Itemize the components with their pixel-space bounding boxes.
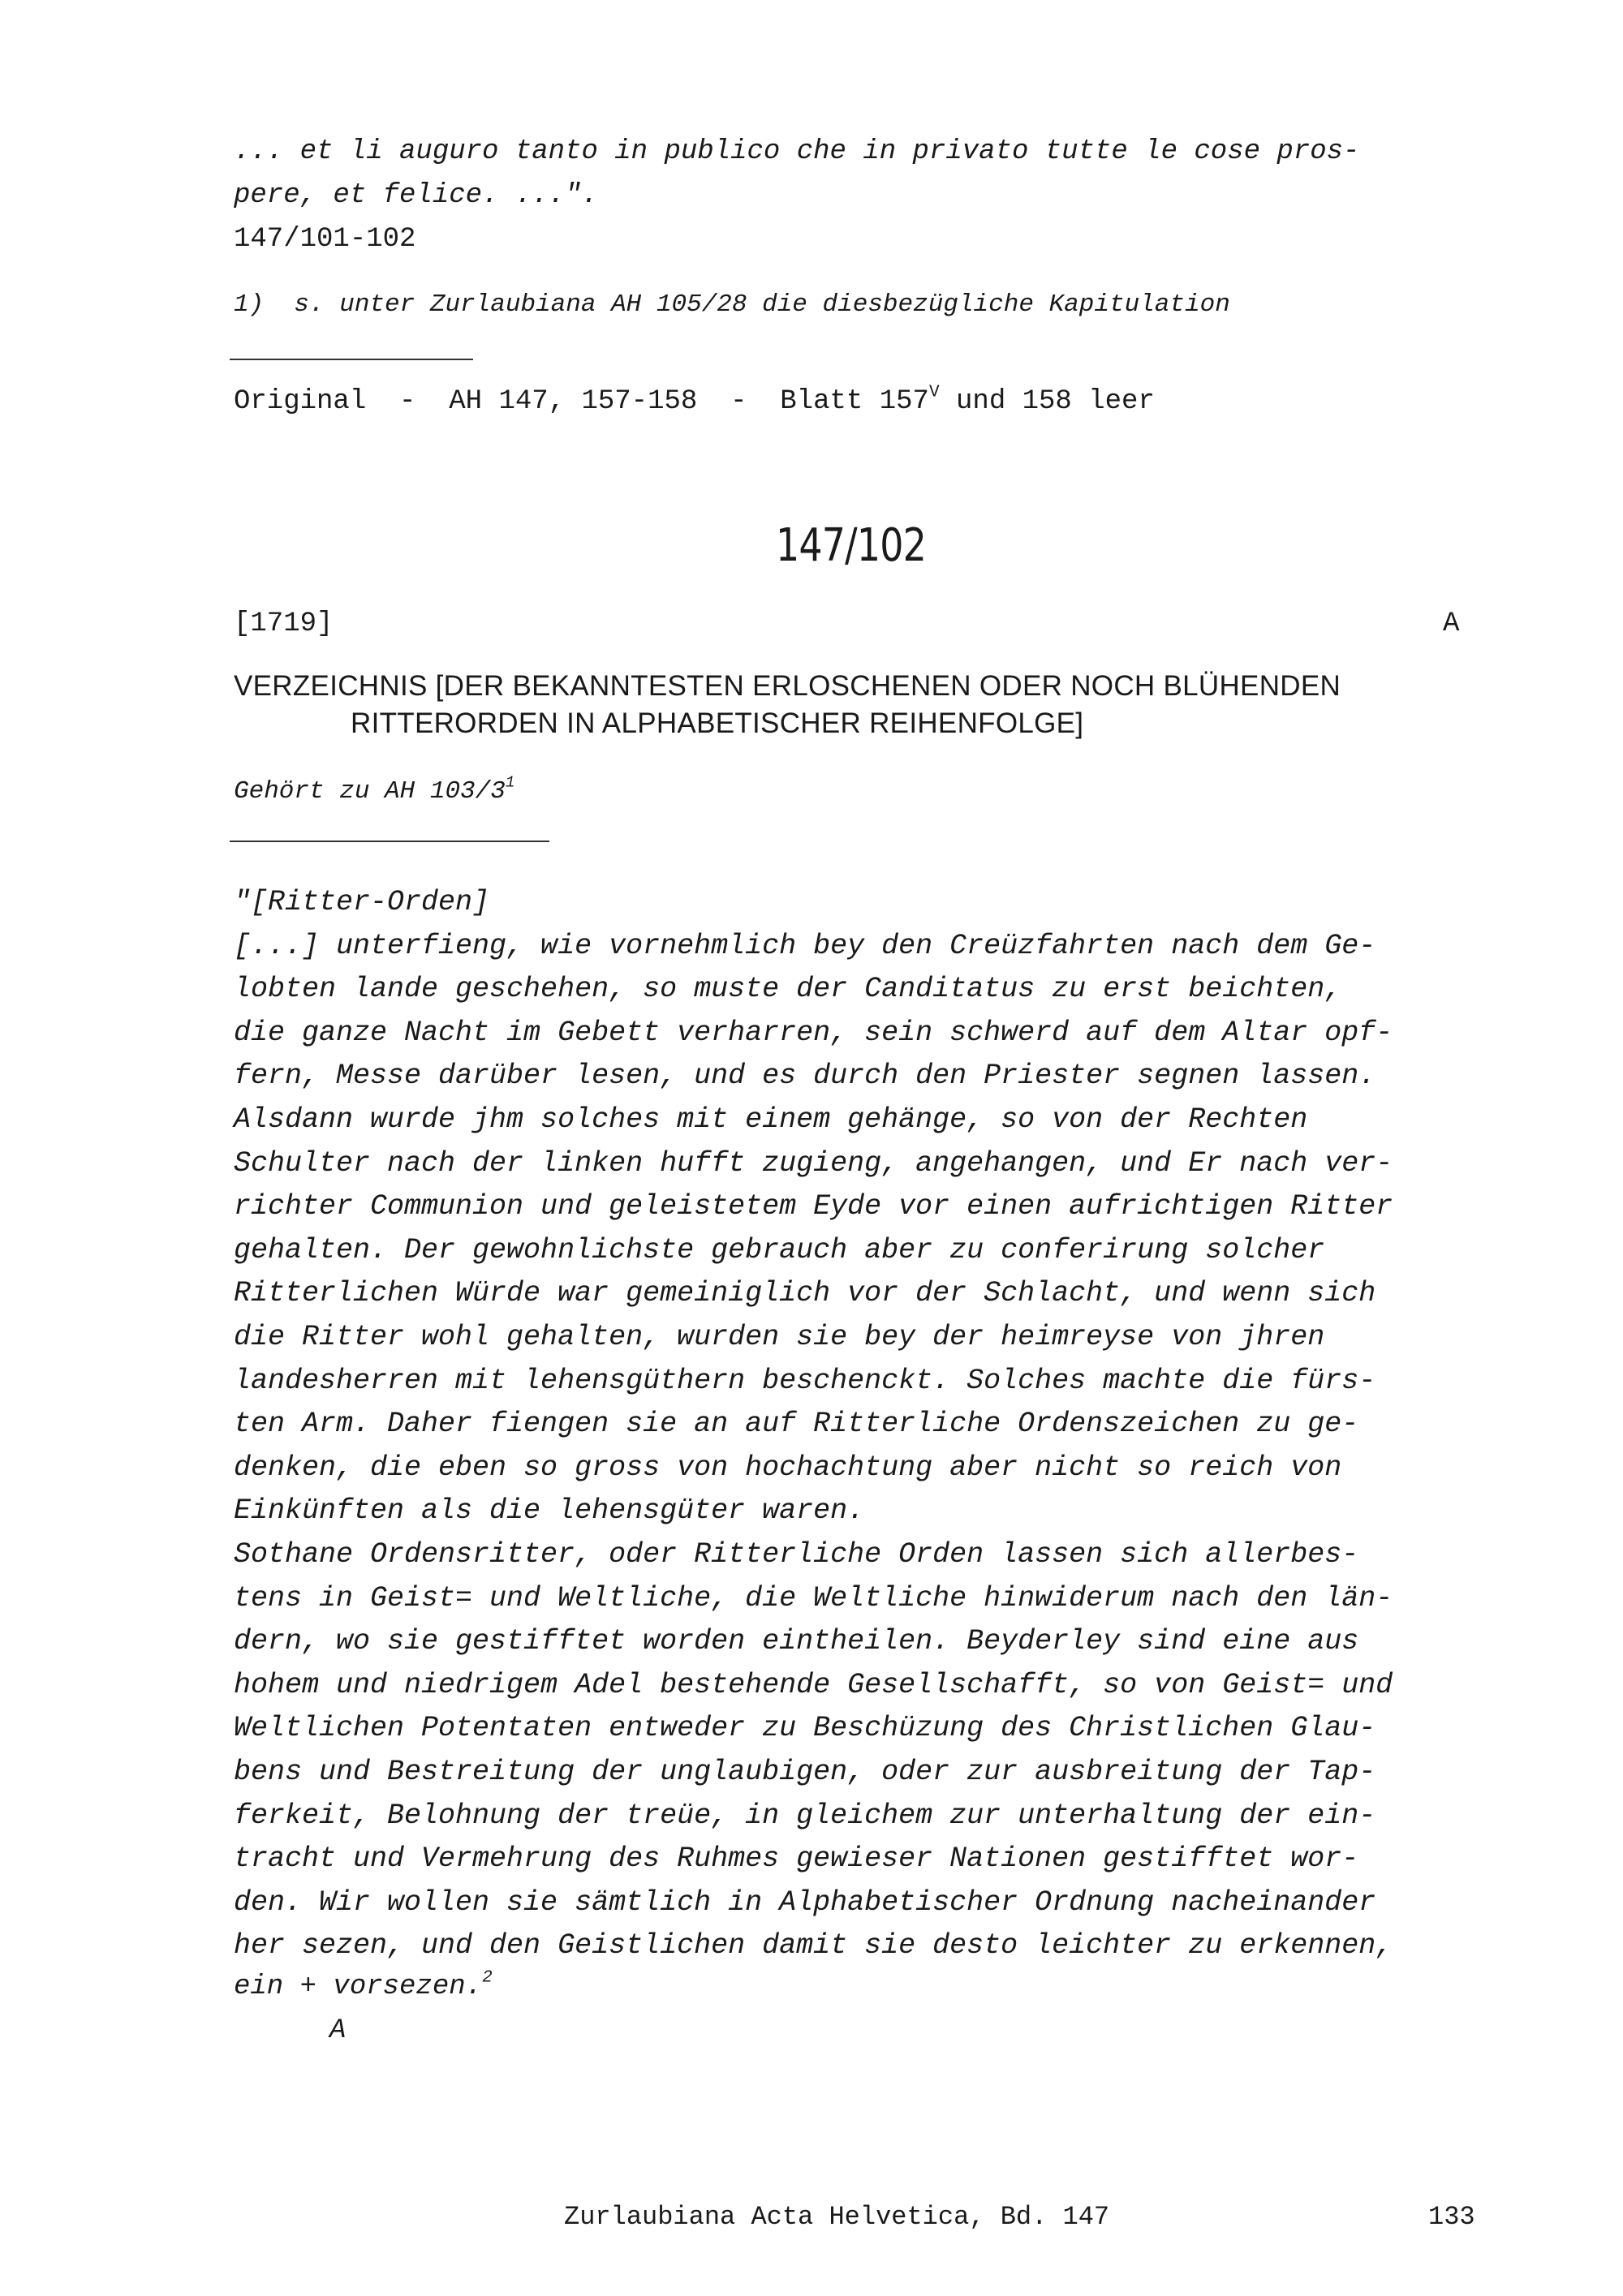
body-line: her sezen, und den Geistlichen damit sie desto leichter zu erkennen, (234, 1929, 1393, 1963)
body-line: richter Communion und geleistetem Eyde vor einen aufrichtigen Ritter (234, 1190, 1393, 1223)
body-line: ferkeit, Belohnung der treüe, in gleichem zur unterhaltung der ein- (234, 1799, 1376, 1832)
body-line: den. Wir wollen sie sämtlich in Alphabetischer Ordnung nacheinander (234, 1885, 1376, 1919)
document-title-line-2: RITTERORDEN IN ALPHABETISCHER REIHENFOLGE] (351, 707, 1084, 739)
body-line: gehalten. Der gewohnlichste gebrauch aber zu conferirung solcher (234, 1233, 1325, 1266)
body-line: die Ritter wohl gehalten, wurden sie bey der heimreyse von jhren (234, 1321, 1325, 1353)
page-number: 133 (1428, 2202, 1475, 2232)
section-letter: A (329, 2015, 347, 2046)
body-line: [...] unterfieng, wie vornehmlich bey den Creüzfahrten nach dem Ge- (234, 929, 1376, 962)
body-line: dern, wo sie gestifftet worden eintheilen. Beyderley sind eine aus (234, 1625, 1359, 1658)
body-line: denken, die eben so gross von hochachtung aber nicht so reich von (234, 1451, 1342, 1484)
body-line: Alsdann wurde jhm solches mit einem gehänge, so von der Rechten (234, 1103, 1308, 1136)
body-line: Sothane Ordensritter, oder Ritterliche Orden lassen sich allerbes- (234, 1538, 1359, 1571)
body-line: Ritterlichen Würde war gemeiniglich vor der Schlacht, und wenn sich (234, 1277, 1376, 1310)
quote-line-2: pere, et felice. ...". (234, 180, 598, 211)
body-last-line-text: ein + vorsezen. (234, 1971, 483, 2002)
body-line: landesherren mit lehensgüthern beschenckt. Solches machte die fürs- (234, 1364, 1376, 1397)
body-last-line (234, 1967, 493, 2002)
body-line: bens und Bestreitung der unglaubigen, oder zur ausbreitung der Tap- (234, 1756, 1376, 1788)
footnote-rule (230, 359, 473, 360)
original-source-text: Original - AH 147, 157-158 - Blatt 157 (234, 386, 929, 417)
previous-footnote: 1) s. unter Zurlaubiana AH 105/28 die diesbezügliche Kapitulation (234, 290, 1230, 319)
body-line: Einkünften als die lehensgüter waren. (234, 1494, 865, 1528)
body-line: hohem und niedrigem Adel bestehende Gesellschafft, so von Geist= und (234, 1668, 1393, 1701)
body-line: "[Ritter-Orden] (234, 886, 490, 918)
previous-document-reference: 147/101-102 (234, 224, 416, 255)
body-footnote-mark: 2 (482, 1967, 493, 1988)
header-rule (230, 841, 549, 842)
footer-source: Zurlaubiana Acta Helvetica, Bd. 147 (564, 2202, 1110, 2232)
document-number: 147/102 (776, 519, 927, 572)
body-line: ten Arm. Daher fiengen sie an auf Ritterliche Ordenszeichen zu ge- (234, 1408, 1359, 1441)
document-date: [1719] (234, 608, 334, 639)
body-line: tracht und Vermehrung des Ruhmes gewieser Nationen gestifftet wor- (234, 1842, 1359, 1876)
belongs-to-text: Gehört zu AH 103/3 (234, 777, 506, 806)
belongs-to-note (234, 773, 515, 806)
language-marker: A (1443, 608, 1460, 639)
original-source-verso-mark: V (928, 382, 940, 402)
original-source-rest: und 158 leer (939, 386, 1155, 417)
original-source-line (234, 382, 1155, 417)
body-line: fern, Messe darüber lesen, und es durch den Priester segnen lassen. (234, 1060, 1376, 1093)
body-line: Schulter nach der linken hufft zugieng, angehangen, und Er nach ver- (234, 1146, 1393, 1180)
body-line: die ganze Nacht im Gebett verharren, sein schwerd auf dem Altar opf- (234, 1016, 1393, 1049)
body-line: lobten lande geschehen, so muste der Canditatus zu erst beichten, (234, 973, 1342, 1006)
quote-line-1: ... et li auguro tanto in publico che in privato tutte le cose pros- (234, 136, 1360, 167)
body-line: Weltlichen Potentaten entweder zu Beschüzung des Christlichen Glau- (234, 1712, 1376, 1745)
document-title-line-1: VERZEICHNIS [DER BEKANNTESTEN ERLOSCHENEN ODER NOCH BLÜHENDEN (234, 670, 1341, 702)
belongs-to-footnote-mark: 1 (505, 773, 515, 792)
body-line: tens in Geist= und Weltliche, die Weltliche hinwiderum nach den län- (234, 1581, 1393, 1615)
